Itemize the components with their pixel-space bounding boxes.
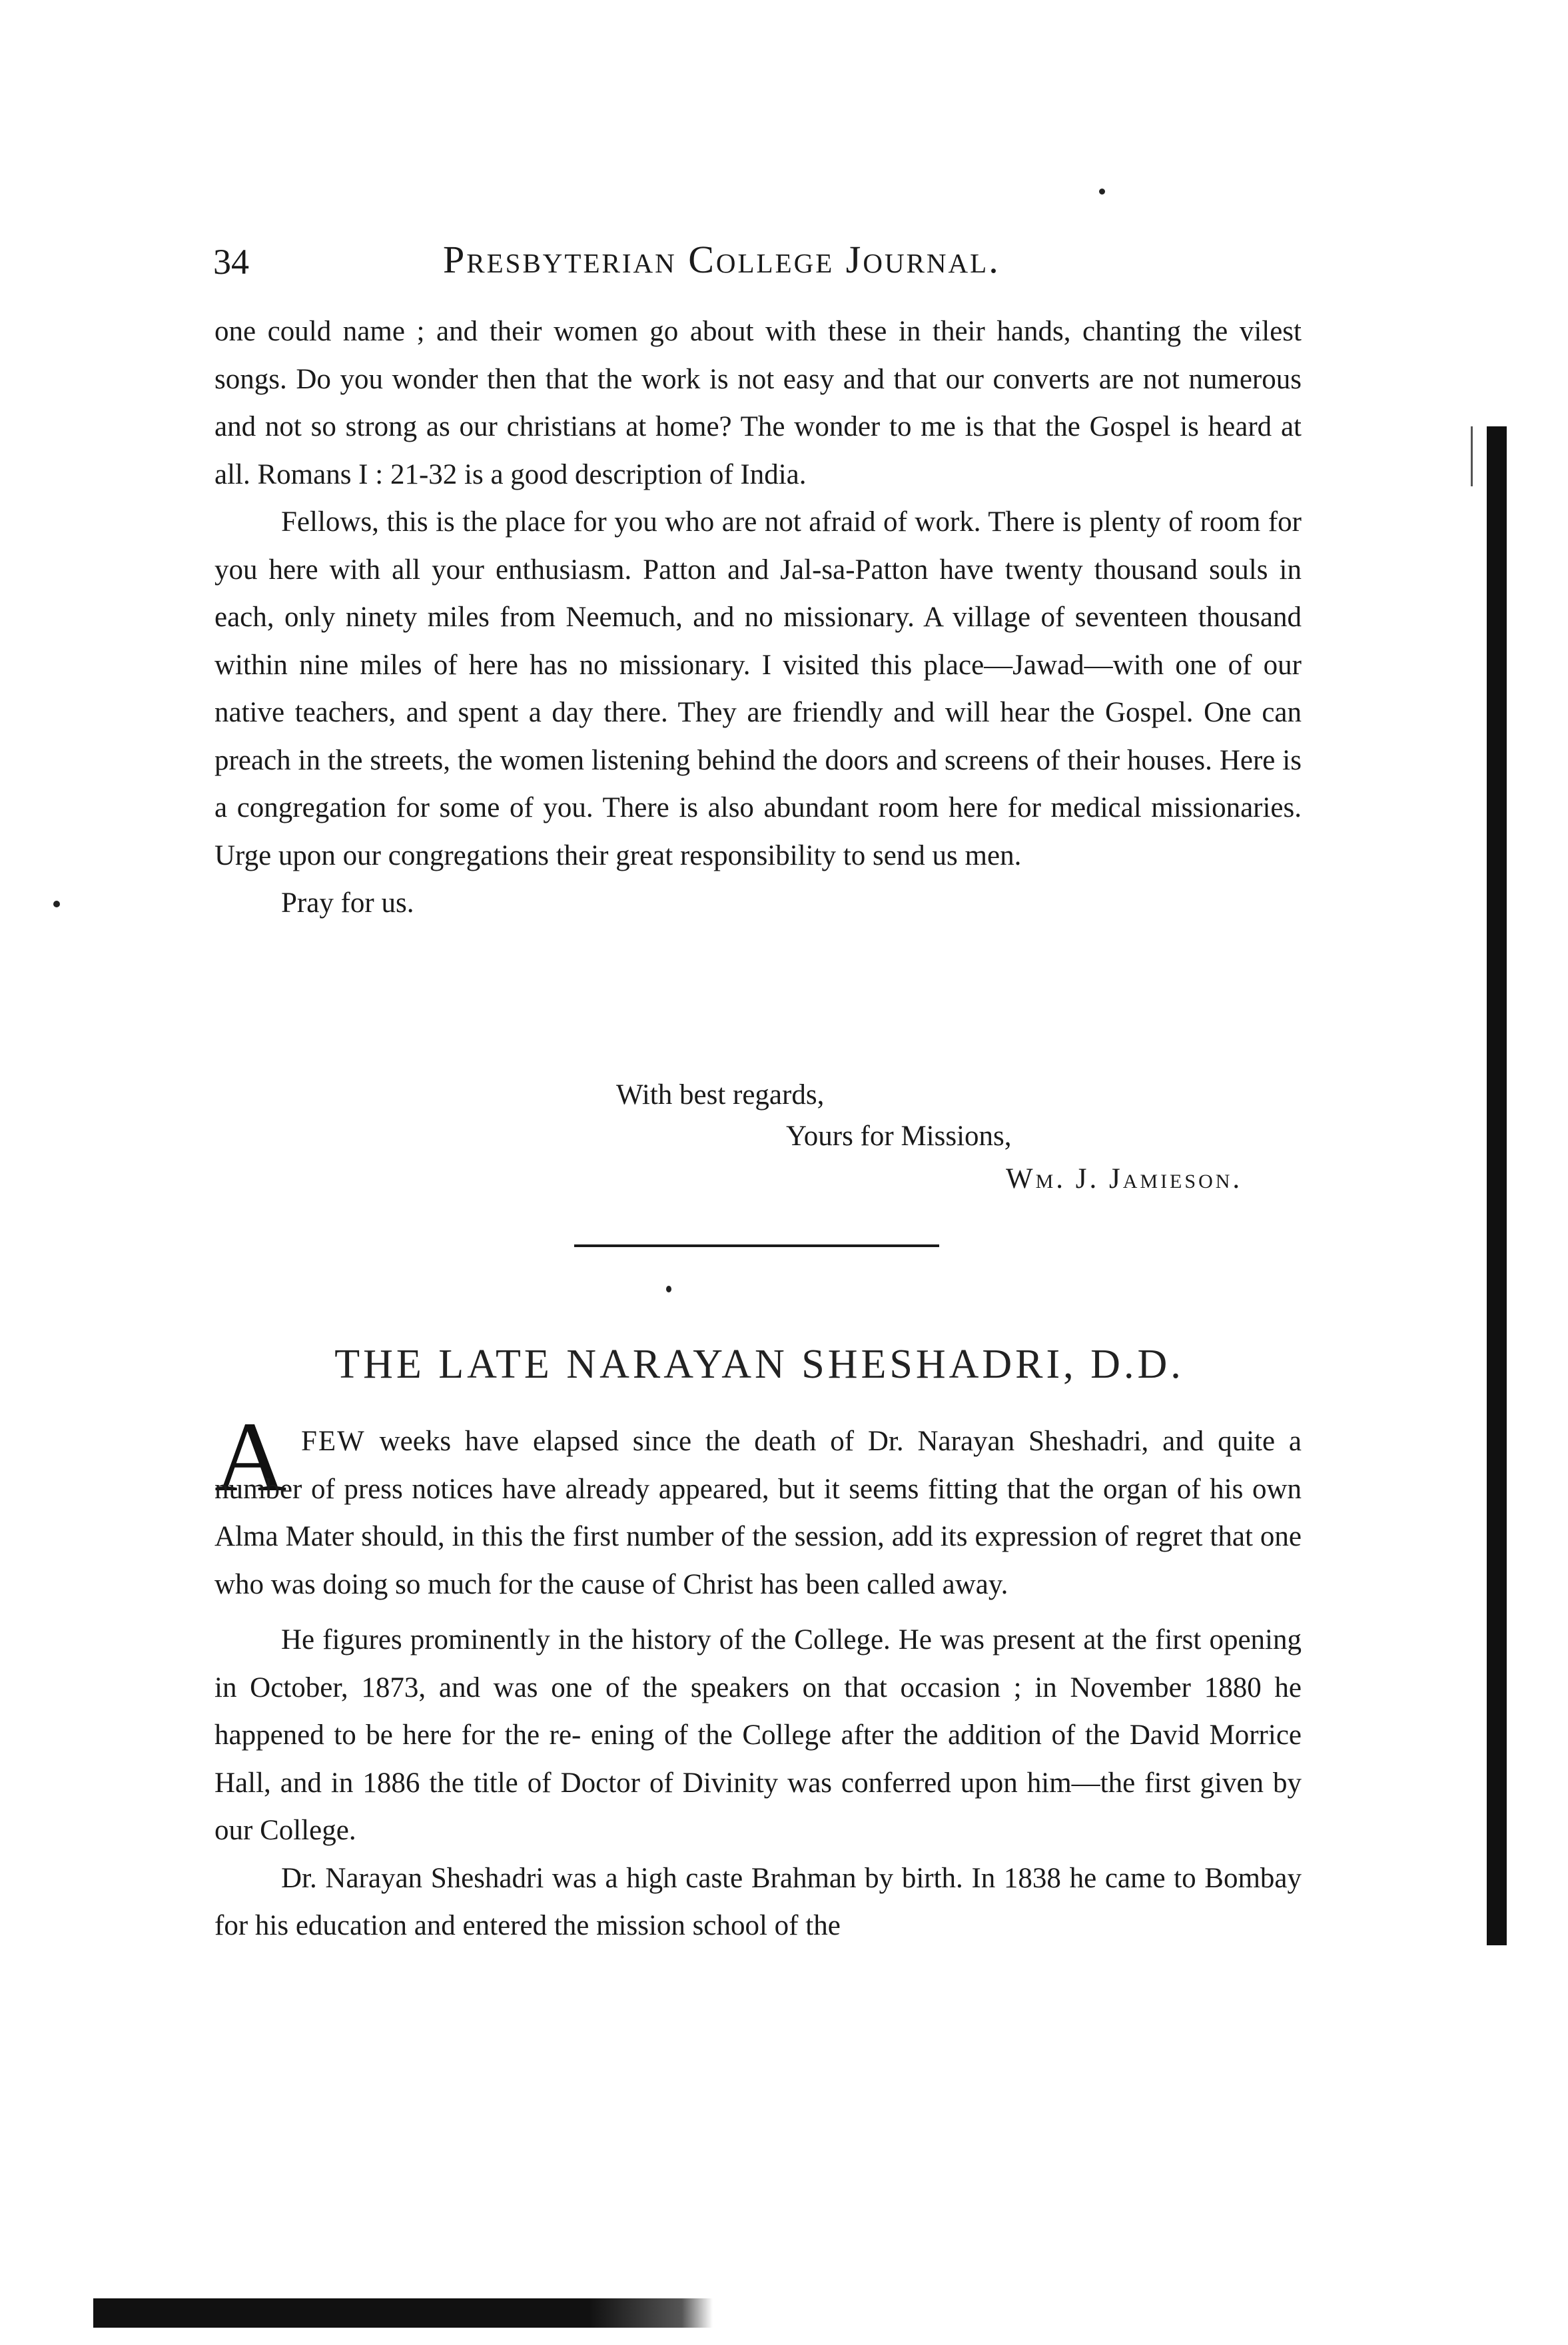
margin-tick: [1471, 426, 1473, 486]
signature: Wm. J. Jamieson.: [1006, 1163, 1243, 1194]
scan-margin-rule: [1487, 426, 1507, 1945]
ink-speck: [666, 1286, 671, 1292]
ink-speck: [53, 901, 60, 907]
article-title: THE LATE NARAYAN SHESHADRI, D.D.: [334, 1342, 1184, 1387]
closing-missions: Yours for Missions,: [786, 1121, 1012, 1152]
scan-bottom-bar: [93, 2298, 713, 2328]
drop-cap: A: [214, 1402, 287, 1512]
letter-pray-line: Pray for us.: [281, 887, 414, 919]
article-paragraph-1-rest: weeks have elapsed since the death of Dr. Narayan Sheshadri, and quite a number of press notices have already appeared, but it seems fitting that the organ of his own Alma Mater should, in this the first number of the session, add its expression of regret that one who was doing so much for the cause of Christ has been called away.: [214, 1426, 1302, 1600]
page-number: 34: [213, 242, 249, 282]
ink-speck: [1099, 189, 1105, 195]
article-paragraph-3: Dr. Narayan Sheshadri was a high caste Brahman by birth. In 1838 he came to Bombay for his education and entered the mission school of the: [214, 1862, 1302, 1941]
letter-paragraph-1: one could name ; and their women go about with these in their hands, chanting the vilest songs. Do you wonder then that the work is not easy and that our converts are not numerous and not so strong as our christians at home? The wonder to me is that the Gospel is heard at all. Romans I : 21-32 is a good description of India.: [214, 316, 1302, 490]
article-paragraph-1-text: [214, 1418, 1302, 1608]
section-divider: [574, 1244, 939, 1247]
journal-title: Presbyterian College Journal.: [443, 238, 1000, 281]
article-body: [214, 1418, 1302, 1950]
letter-paragraph-2: Fellows, this is the place for you who are not afraid of work. There is plenty of room for you here with all your enthusiasm. Patton and Jal-sa-Patton have twenty thousand souls in each, only ninety miles from Neemuch, and no missionary. A village of seventeen thousand within nine miles of here has no missionary. I visited this place—Jawad—with one of our native teachers, and spent a day there. They are friendly and will hear the Gospel. One can preach in the streets, the women listening behind the doors and screens of their houses. Here is a congregation for some of you. There is also abundant room here for medical missionaries. Urge upon our congregations their great responsibility to send us men.: [214, 506, 1302, 871]
running-head: [213, 233, 1306, 293]
closing-regards: With best regards,: [616, 1079, 825, 1111]
opening-small-caps: FEW: [301, 1426, 366, 1457]
article-paragraph-2: He figures prominently in the history of the College. He was present at the first opening in October, 1873, and was one of the speakers on that occasion ; in November 1880 he happened to be here for the re- ening of the College after the addition of the David Morrice Hall, and in 1886 the title of Doctor of Divinity was conferred upon him—the first given by our College.: [214, 1624, 1302, 1846]
letter-body: [214, 308, 1302, 927]
